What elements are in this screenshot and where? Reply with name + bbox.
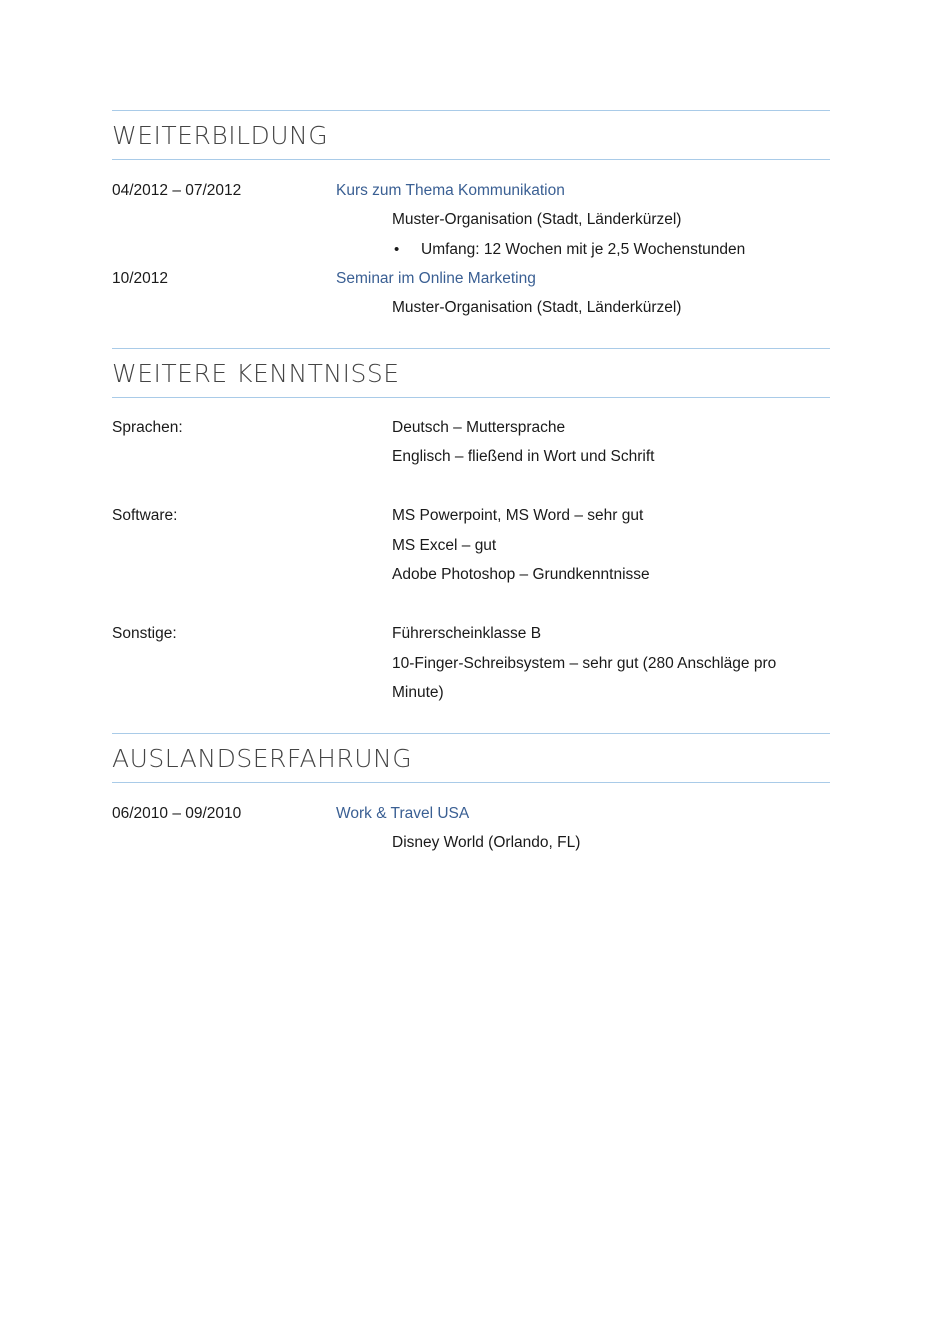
skill-item: MS Powerpoint, MS Word – sehr gut — [392, 507, 644, 524]
entry-title: Seminar im Online Marketing — [336, 270, 536, 287]
section-rule-bottom — [112, 397, 830, 398]
entry-date: 06/2010 – 09/2010 — [112, 805, 242, 822]
section-heading-weiterbildung: WEITERBILDUNG — [112, 121, 329, 150]
section-rule-bottom — [112, 159, 830, 160]
section-rule-top — [112, 733, 830, 734]
entry-title: Work & Travel USA — [336, 805, 470, 822]
skill-label-software: Software: — [112, 507, 178, 524]
entry-date: 04/2012 – 07/2012 — [112, 182, 242, 199]
skill-item: Englisch – fließend in Wort und Schrift — [392, 448, 655, 465]
section-heading-kenntnisse: WEITERE KENNTNISSE — [112, 359, 400, 388]
skill-item: 10-Finger-Schreibsystem – sehr gut (280 Anschläge pro — [392, 655, 777, 672]
skill-item: MS Excel – gut — [392, 537, 497, 554]
section-rule-top — [112, 348, 830, 349]
skill-label-sonstige: Sonstige: — [112, 625, 177, 642]
entry-date: 10/2012 — [112, 270, 169, 287]
skill-item: Minute) — [392, 684, 444, 701]
section-rule-bottom — [112, 782, 830, 783]
entry-organization: Muster-Organisation (Stadt, Länderkürzel) — [392, 211, 682, 228]
entry-organization: Muster-Organisation (Stadt, Länderkürzel) — [392, 299, 682, 316]
skill-item: Deutsch – Muttersprache — [392, 419, 566, 436]
skill-item: Führerscheinklasse B — [392, 625, 542, 642]
entry-title: Kurs zum Thema Kommunikation — [336, 182, 565, 199]
section-heading-ausland: AUSLANDSERFAHRUNG — [112, 744, 413, 773]
bullet-icon: • — [394, 241, 400, 258]
skill-label-sprachen: Sprachen: — [112, 419, 183, 436]
skill-item: Adobe Photoshop – Grundkenntnisse — [392, 566, 650, 583]
section-rule-top — [112, 110, 830, 111]
entry-location: Disney World (Orlando, FL) — [392, 834, 581, 851]
entry-bullet: Umfang: 12 Wochen mit je 2,5 Wochenstunden — [421, 241, 746, 258]
